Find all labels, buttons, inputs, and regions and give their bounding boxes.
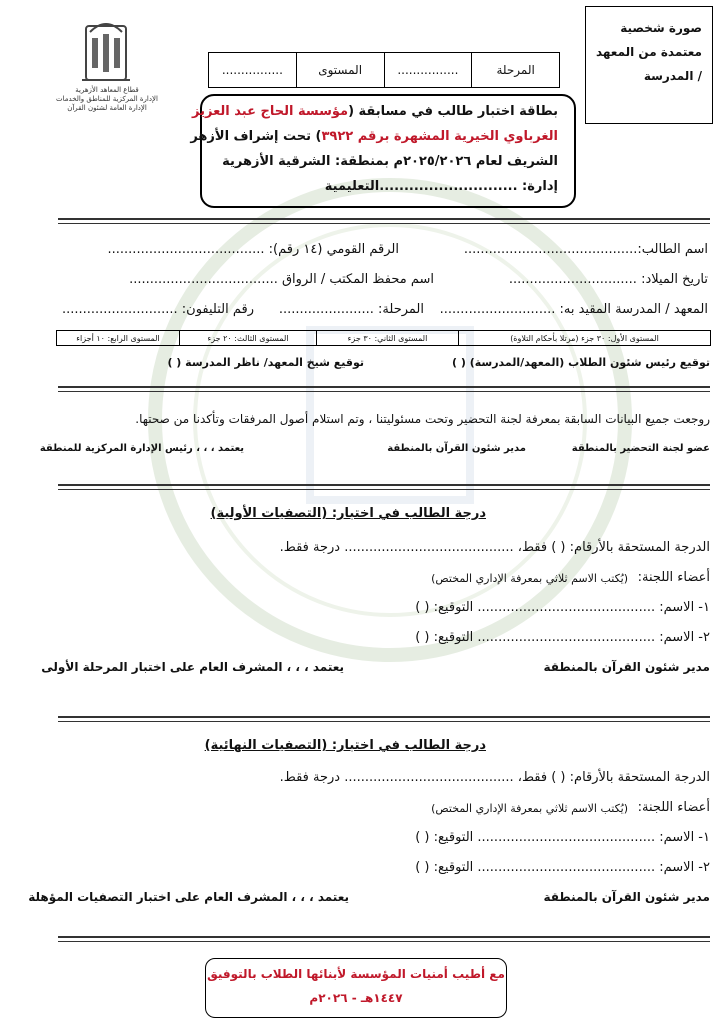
logo-line-3: الإدارة العامة لشئون القرآن (67, 104, 147, 112)
photo-label-3: / المدرسة (643, 69, 702, 83)
prelim-members-note: (يُكتب الاسم ثلاثي بمعرفة الإداري المختص) (431, 572, 628, 585)
level-2: المستوى الثاني: ٣٠ جزء (316, 331, 458, 345)
affairs-signature: توقيع رئيس شئون الطلاب (المعهد/المدرسة) ( ) (451, 356, 710, 369)
review-director: مدير شئون القرآن بالمنطقة (387, 443, 526, 454)
final-member-1: ١- الاسم: ........................................... التوقيع: ( ) (415, 830, 710, 845)
national-id: الرقم القومي (١٤ رقم): ...................................... (107, 242, 399, 257)
birth-date: تاريخ الميلاد: ............................... (508, 272, 708, 287)
separator (58, 936, 710, 942)
footer-line-2: ١٤٤٧هـ - ٢٠٢٦م (309, 991, 403, 1005)
azhar-emblem-icon (64, 12, 148, 84)
title-line-2a: الغرباوي الخيرية المشهرة برقم ٣٩٢٢ (321, 129, 558, 144)
levels-table (56, 330, 711, 346)
stage-table (208, 52, 560, 88)
photo-label-2: معتمدة من المعهد (595, 45, 702, 59)
prelim-director: مدير شئون القرآن بالمنطقة (543, 660, 710, 674)
teacher-name: اسم محفظ المكتب / الرواق .................................... (129, 272, 434, 287)
final-approve: يعتمد ، ، ، المشرف العام على اختبار التصفيات المؤهلة (28, 890, 349, 904)
stage-value: ................ (384, 53, 472, 87)
final-member-2: ٢- الاسم: ........................................... التوقيع: ( ) (415, 860, 710, 875)
logo-line-2: الإدارة المركزية للمناطق والخدمات (56, 95, 158, 103)
final-director: مدير شئون القرآن بالمنطقة (543, 890, 710, 904)
separator (58, 484, 710, 490)
school-name: المعهد / المدرسة المقيد به: ............................ (439, 302, 708, 317)
sheikh-signature: توقيع شيخ المعهد/ ناظر المدرسة ( ) (167, 356, 364, 369)
prelim-score: الدرجة المستحقة بالأرقام: ( ) فقط، ......................................... درجة فقط. (279, 540, 710, 555)
review-approve: يعتمد ، ، ، رئيس الإدارة المركزية للمنطقة (39, 443, 244, 454)
prelim-approve: يعتمد ، ، ، المشرف العام على اختبار المرحلة الأولى (41, 660, 344, 674)
photo-box (585, 6, 713, 124)
level-1: المستوى الأول: ٣٠ جزء (مرتلا بأحكام التلاوة) (458, 331, 710, 345)
final-members-note: (يُكتب الاسم ثلاثي بمعرفة الإداري المختص) (431, 802, 628, 815)
final-score: الدرجة المستحقة بالأرقام: ( ) فقط، ......................................... درجة فقط. (279, 770, 710, 785)
prelim-member-2: ٢- الاسم: ........................................... التوقيع: ( ) (415, 630, 710, 645)
level-4: المستوى الرابع: ١٠ أجزاء (76, 333, 160, 343)
title-line-1b: مؤسسة الحاج عبد العزيز (192, 104, 349, 119)
title-line-4: إدارة: ............................التعليمية (324, 179, 558, 194)
level-3: المستوى الثالث: ٢٠ جزء (179, 331, 316, 345)
level-value: ................ (221, 63, 283, 77)
separator (58, 218, 710, 224)
footer-line-1: مع أطيب أمنيات المؤسسة لأبنائها الطلاب بالتوفيق (207, 967, 505, 981)
logo-line-1: قطاع المعاهد الأزهرية (75, 86, 139, 94)
title-box (190, 94, 576, 208)
title-line-1 (192, 104, 558, 119)
student-name: اسم الطالب:.......................................... (463, 242, 708, 257)
final-heading: درجة الطالب في اختبار: (التصفيات النهائية) (204, 738, 486, 753)
title-line-3: الشريف لعام ٢٠٢٥/٢٠٢٦م بمنطقة: الشرقية الأزهرية (222, 154, 558, 169)
review-member: عضو لجنة التحضير بالمنطقة (571, 443, 710, 454)
photo-label-1: صورة شخصية (620, 21, 702, 35)
title-line-2 (190, 129, 558, 144)
separator (58, 386, 710, 392)
footer-box (205, 958, 507, 1018)
level-label: المستوى (296, 53, 384, 87)
prelim-heading: درجة الطالب في اختبار: (التصفيات الأولية) (210, 506, 486, 521)
separator (58, 716, 710, 722)
prelim-members-label: أعضاء اللجنة: (637, 570, 710, 585)
final-members-label: أعضاء اللجنة: (637, 800, 710, 815)
prelim-member-1: ١- الاسم: ........................................... التوقيع: ( ) (415, 600, 710, 615)
stage-label: المرحلة (471, 53, 559, 87)
review-statement: روجعت جميع البيانات السابقة بمعرفة لجنة التحضير وتحت مسئوليتنا ، وتم استلام أصول المرفقات وتأكدنا من صحتها. (135, 412, 710, 426)
title-line-1a: بطاقة اختبار طالب في مسابقة ( (348, 104, 558, 119)
phone-number: رقم التليفون: ............................ (61, 302, 254, 317)
title-line-2b: ) تحت إشراف الأزهر (190, 129, 322, 144)
student-stage: المرحلة: ....................... (278, 302, 424, 317)
